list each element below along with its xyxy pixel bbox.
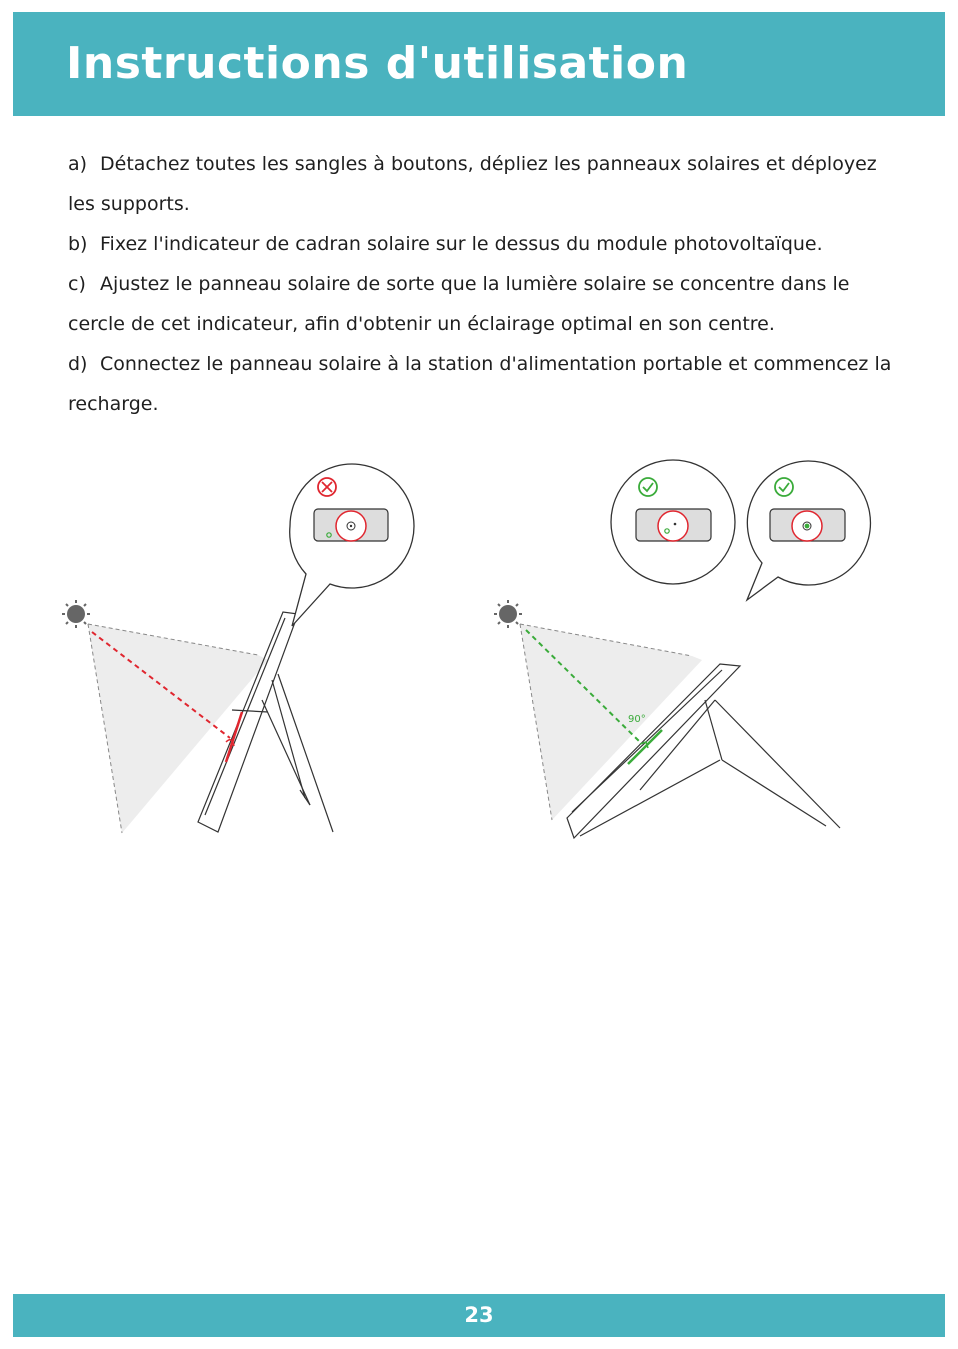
angle-label: 90° xyxy=(628,714,646,725)
sun-icon xyxy=(62,600,90,628)
step-d xyxy=(68,344,898,424)
incorrect-orientation-diagram xyxy=(62,464,414,833)
callout-bubble-right xyxy=(747,461,870,600)
step-b xyxy=(68,224,898,264)
step-text: Fixez l'indicateur de cadran solaire sur le dessus du module photovoltaïque. xyxy=(100,233,823,255)
step-letter: a) xyxy=(68,153,88,175)
callout-bubble-center xyxy=(611,460,735,584)
page-footer xyxy=(13,1294,945,1337)
step-letter: d) xyxy=(68,353,88,375)
step-text: Ajustez le panneau solaire de sorte que la lumière solaire se concentre dans le cercle de cet indicateur, afin d'obtenir un éclairage optimal en son centre. xyxy=(68,273,850,335)
correct-orientation-diagram xyxy=(494,460,870,838)
step-c xyxy=(68,264,898,344)
step-text: Détachez toutes les sangles à boutons, dépliez les panneaux solaires et déployez les supports. xyxy=(68,153,877,215)
step-letter: b) xyxy=(68,233,88,255)
page-header xyxy=(13,12,945,116)
step-text: Connectez le panneau solaire à la station d'alimentation portable et commencez la recharge. xyxy=(68,353,892,415)
solar-panel-left xyxy=(198,612,333,832)
step-letter: c) xyxy=(68,273,86,295)
page-title: Instructions d'utilisation xyxy=(66,38,689,89)
light-cone xyxy=(88,624,268,833)
instruction-steps xyxy=(68,144,898,424)
step-a xyxy=(68,144,898,224)
callout-bubble-left xyxy=(290,464,414,626)
sun-icon xyxy=(494,600,522,628)
solar-panel-illustration xyxy=(0,440,958,860)
page-number: 23 xyxy=(464,1303,494,1327)
